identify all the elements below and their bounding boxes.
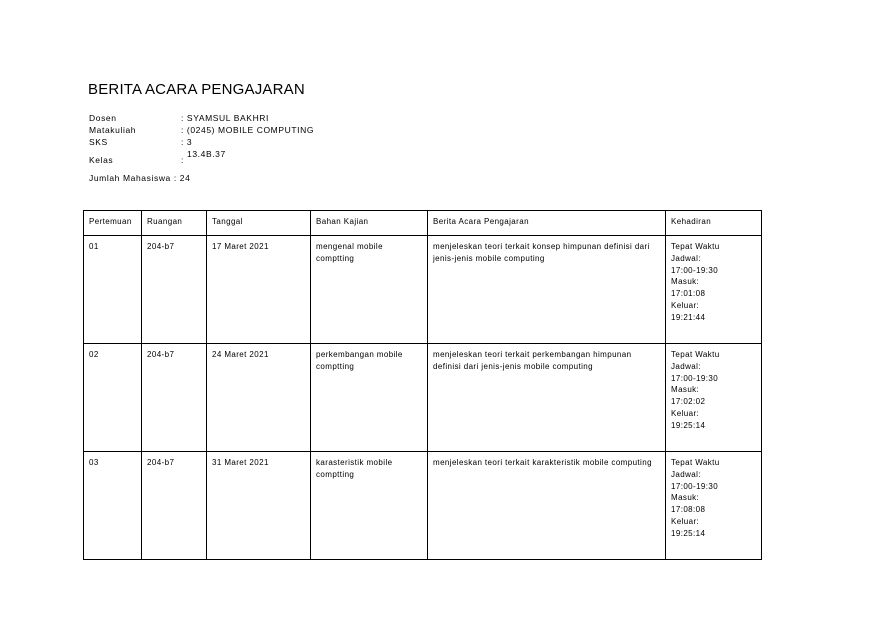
kehadiran-status: Tepat Waktu	[671, 242, 720, 251]
cell-bahan-kajian: karasteristik mobile comptting	[311, 452, 428, 560]
kehadiran-jadwal-label: Jadwal:	[671, 361, 701, 371]
table-row	[84, 452, 762, 560]
kehadiran-masuk-label: Masuk:	[671, 277, 700, 287]
kelas-label: Kelas	[89, 155, 114, 165]
cell-tanggal: 31 Maret 2021	[207, 452, 311, 560]
attendance-table	[83, 210, 762, 560]
kehadiran-masuk-value: 17:08:08	[671, 505, 706, 515]
cell-ruangan: 204-b7	[142, 452, 207, 560]
kehadiran-masuk-value: 17:02:02	[671, 397, 706, 407]
cell-ruangan: 204-b7	[142, 236, 207, 344]
cell-tanggal: 24 Maret 2021	[207, 344, 311, 452]
cell-berita-acara: menjeleskan teori terkait perkembangan himpunan definisi dari jenis-jenis mobile computing	[428, 344, 666, 452]
kelas-colon: :	[181, 155, 184, 165]
kehadiran-keluar-value: 19:25:14	[671, 528, 706, 538]
kehadiran-jadwal-value: 17:00-19:30	[671, 265, 719, 275]
kehadiran-keluar-value: 19:25:14	[671, 420, 706, 430]
kehadiran-jadwal-value: 17:00-19:30	[671, 373, 719, 383]
cell-pertemuan: 03	[84, 452, 142, 560]
cell-tanggal: 17 Maret 2021	[207, 236, 311, 344]
kelas-value: 13.4B.37	[187, 149, 226, 159]
header-bahan-kajian: Bahan Kajian	[311, 211, 428, 236]
dosen-label: Dosen	[89, 113, 117, 123]
kehadiran-masuk-label: Masuk:	[671, 385, 700, 395]
cell-berita-acara: menjeleskan teori terkait konsep himpunan definisi dari jenis-jenis mobile computing	[428, 236, 666, 344]
kehadiran-jadwal-value: 17:00-19:30	[671, 481, 719, 491]
sks-value: : 3	[181, 137, 193, 147]
cell-ruangan: 204-b7	[142, 344, 207, 452]
kehadiran-status: Tepat Waktu	[671, 458, 720, 467]
table-header-row	[84, 211, 762, 236]
kehadiran-keluar-value: 19:21:44	[671, 312, 706, 322]
cell-kehadiran	[666, 344, 762, 452]
dosen-value: : SYAMSUL BAKHRI	[181, 113, 270, 123]
matakuliah-label: Matakuliah	[89, 125, 137, 135]
cell-kehadiran	[666, 236, 762, 344]
kehadiran-jadwal-label: Jadwal:	[671, 253, 701, 263]
kehadiran-status: Tepat Waktu	[671, 350, 720, 359]
kehadiran-keluar-label: Keluar:	[671, 408, 700, 418]
header-ruangan: Ruangan	[142, 211, 207, 236]
kehadiran-jadwal-label: Jadwal:	[671, 469, 701, 479]
jumlah-mahasiswa: Jumlah Mahasiswa : 24	[89, 173, 191, 183]
cell-bahan-kajian: mengenal mobile comptting	[311, 236, 428, 344]
cell-pertemuan: 02	[84, 344, 142, 452]
kehadiran-keluar-label: Keluar:	[671, 300, 700, 310]
header-berita-acara: Berita Acara Pengajaran	[428, 211, 666, 236]
cell-pertemuan: 01	[84, 236, 142, 344]
kehadiran-masuk-value: 17:01:08	[671, 289, 706, 299]
cell-kehadiran	[666, 452, 762, 560]
cell-berita-acara: menjeleskan teori terkait karakteristik mobile computing	[428, 452, 666, 560]
page-title: BERITA ACARA PENGAJARAN	[88, 81, 305, 98]
table-row	[84, 344, 762, 452]
header-tanggal: Tanggal	[207, 211, 311, 236]
kehadiran-keluar-label: Keluar:	[671, 516, 700, 526]
sks-label: SKS	[89, 137, 108, 147]
header-kehadiran: Kehadiran	[666, 211, 762, 236]
header-pertemuan: Pertemuan	[84, 211, 142, 236]
matakuliah-value: : (0245) MOBILE COMPUTING	[181, 125, 315, 135]
cell-bahan-kajian: perkembangan mobile comptting	[311, 344, 428, 452]
kehadiran-masuk-label: Masuk:	[671, 493, 700, 503]
table-row	[84, 236, 762, 344]
